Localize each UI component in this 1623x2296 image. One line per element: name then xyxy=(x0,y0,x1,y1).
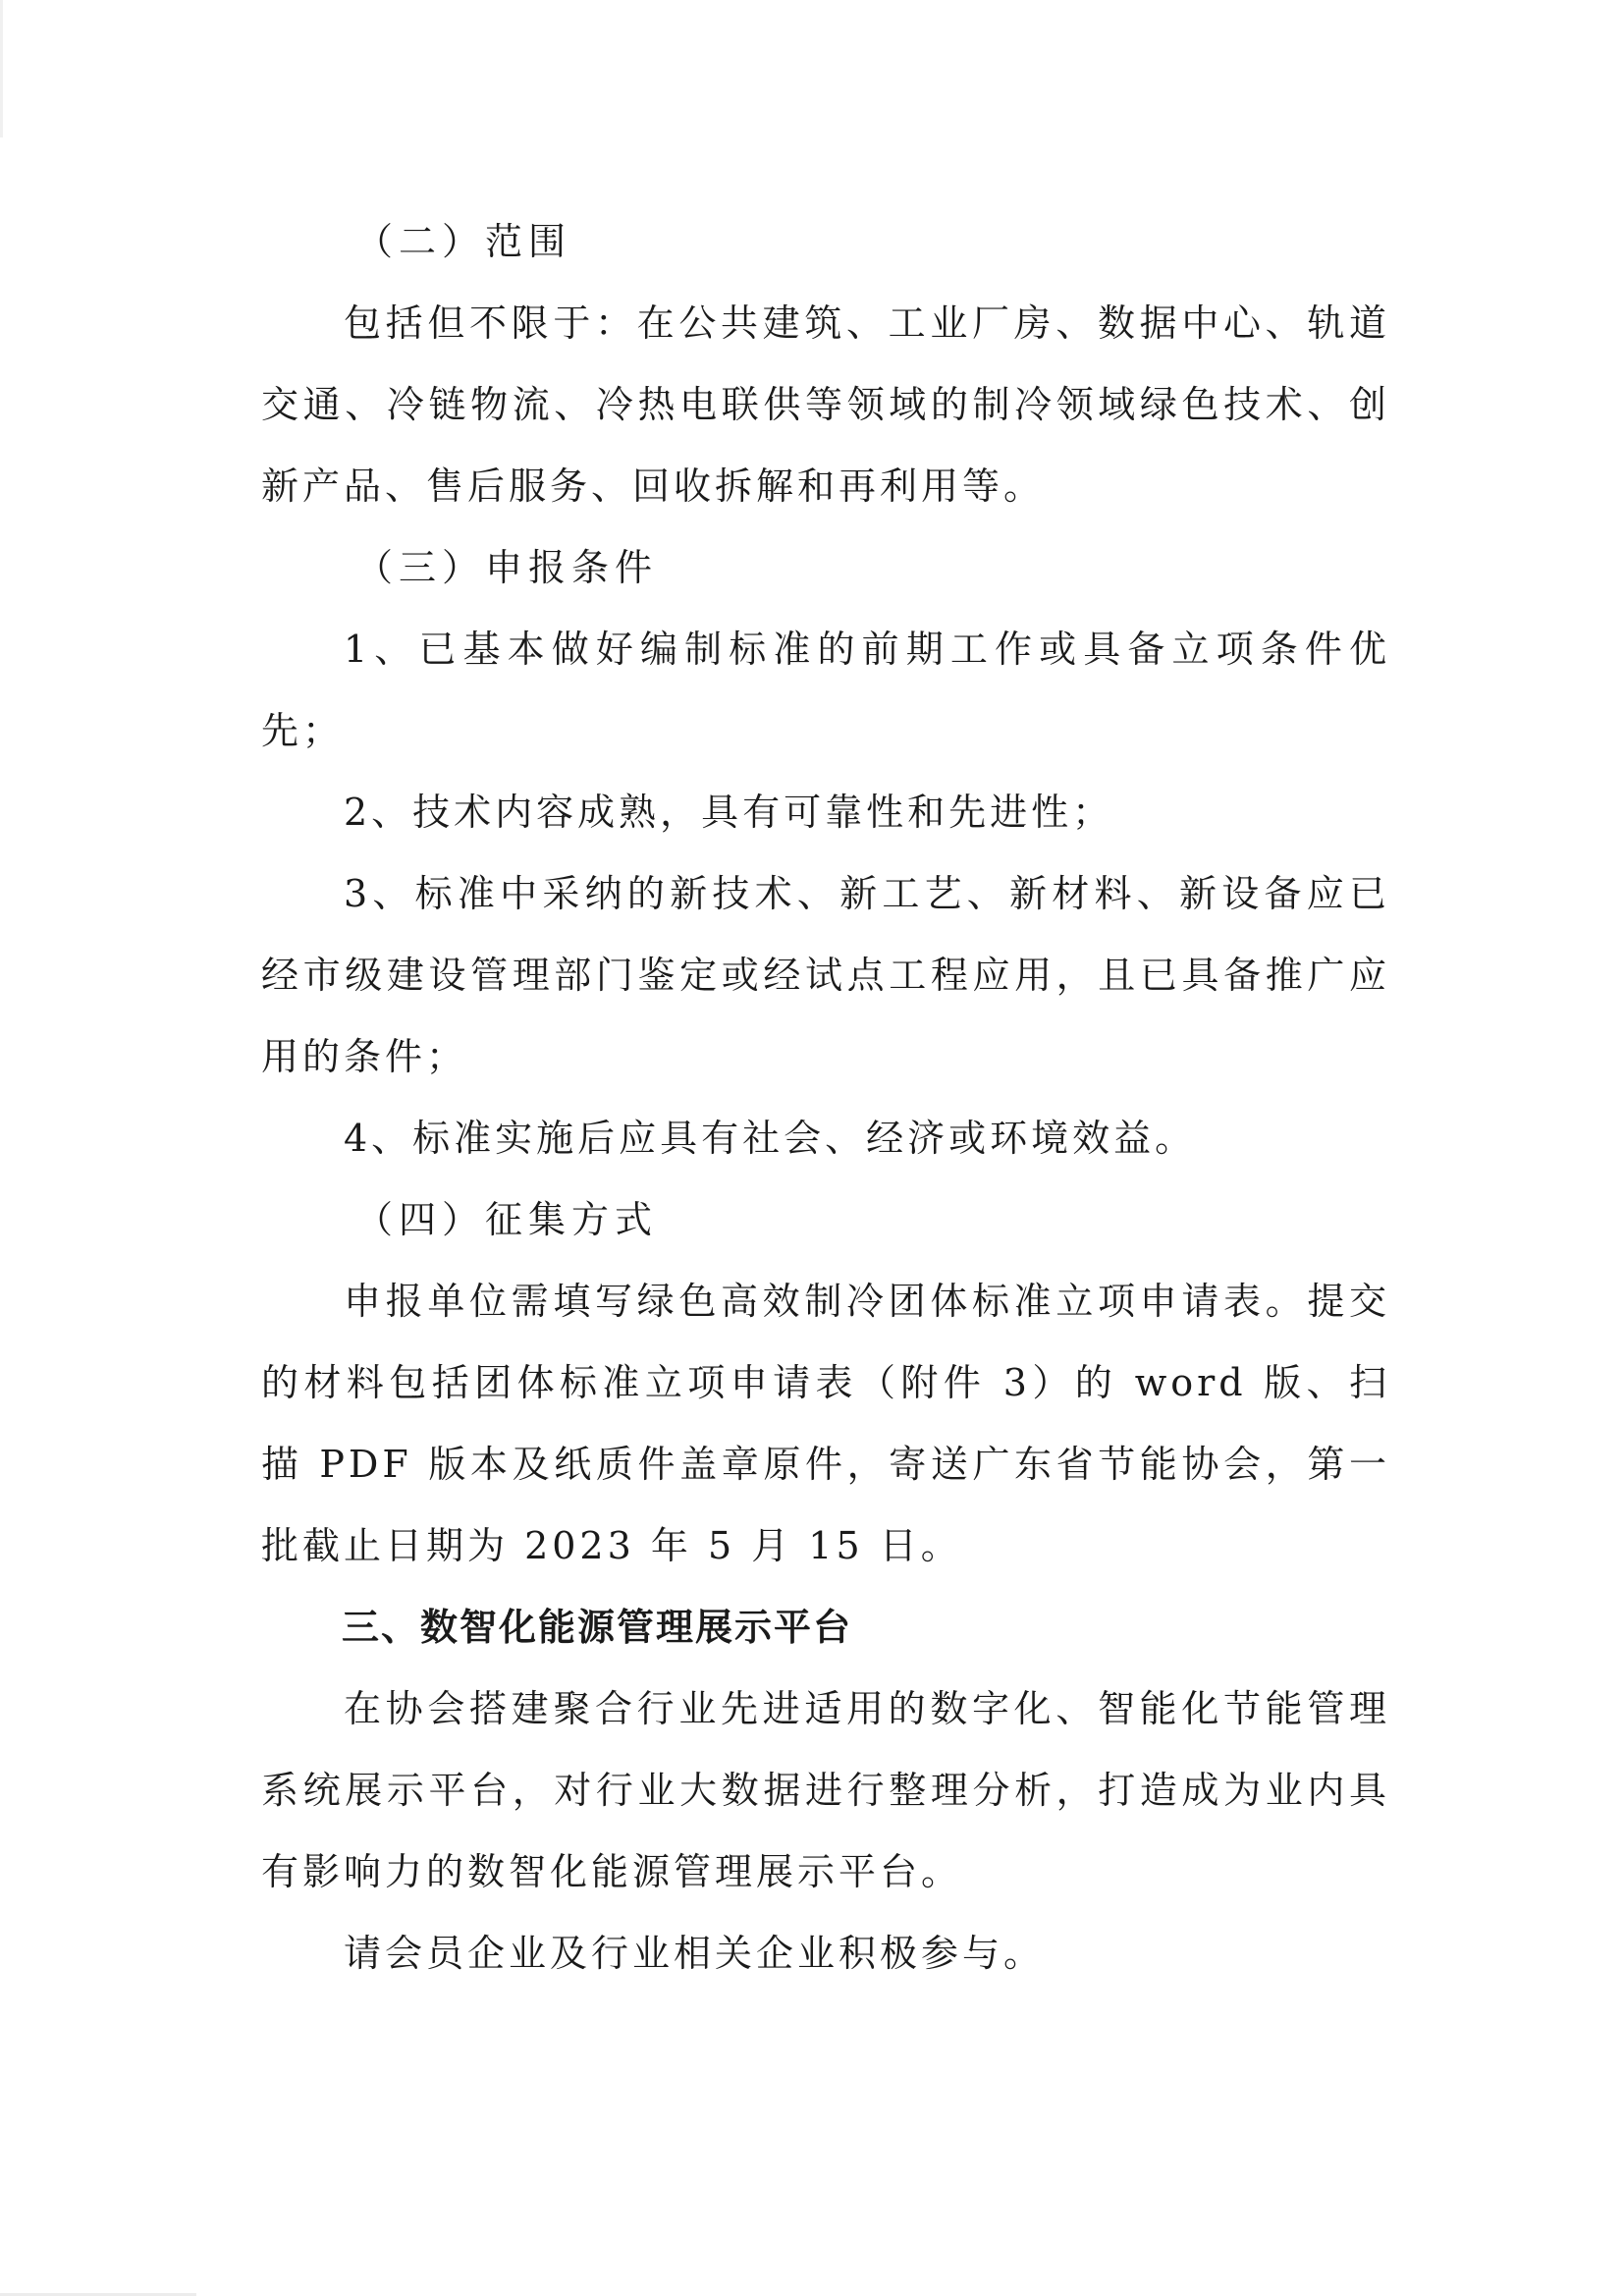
section-heading-conditions: （三）申报条件 xyxy=(355,546,659,589)
condition-item-4: 4、标准实施后应具有社会、经济或环境效益。 xyxy=(344,1117,1197,1160)
document-body xyxy=(261,201,1390,1995)
section-heading-collection: （四）征集方式 xyxy=(355,1198,659,1241)
section-heading-scope: （二）范围 xyxy=(355,220,572,263)
paragraph-scope: 包括但不限于：在公共建筑、工业厂房、数据中心、轨道交通、冷链物流、冷热电联供等领域的制冷领域绿色技术、创新产品、售后服务、回收拆解和再利用等。 xyxy=(261,301,1390,508)
condition-item-3: 3、标准中采纳的新技术、新工艺、新材料、新设备应已经市级建设管理部门鉴定或经试点工程应用，且已具备推广应用的条件； xyxy=(261,872,1390,1078)
condition-item-1: 1、已基本做好编制标准的前期工作或具备立项条件优先； xyxy=(261,628,1390,752)
part-heading-platform: 三、数智化能源管理展示平台 xyxy=(342,1606,853,1649)
paragraph-platform: 在协会搭建聚合行业先进适用的数字化、智能化节能管理系统展示平台，对行业大数据进行整理分析，打造成为业内具有影响力的数智化能源管理展示平台。 xyxy=(261,1687,1390,1893)
scan-edge-mark xyxy=(0,0,3,137)
paragraph-closing: 请会员企业及行业相关企业积极参与。 xyxy=(344,1932,1046,1975)
condition-item-2: 2、技术内容成熟，具有可靠性和先进性； xyxy=(344,791,1114,834)
paragraph-collection: 申报单位需填写绿色高效制冷团体标准立项申请表。提交的材料包括团体标准立项申请表（附件 3）的 word 版、扫描 PDF 版本及纸质件盖章原件，寄送广东省节能协会，第一批截止日期为 2023 年 5 月 15 日。 xyxy=(261,1280,1390,1567)
